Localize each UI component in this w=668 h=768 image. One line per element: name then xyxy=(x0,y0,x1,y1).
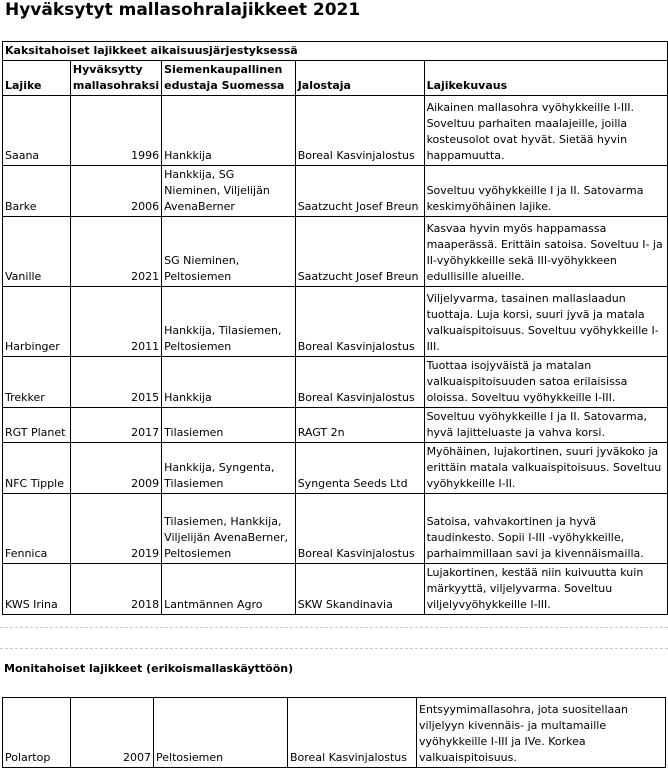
table-row xyxy=(3,166,668,217)
seed-representative: Hankkija, SG Nieminen, Viljelijän AvenaBerner xyxy=(162,166,296,217)
variety-description: Viljelyvarma, tasainen mallaslaadun tuottaja. Luja korsi, suuri jyvä ja matala valkuaispitoisuus. Soveltuu vyöhykkeille I-III. xyxy=(424,287,667,357)
table-row xyxy=(3,287,668,357)
approval-year: 2009 xyxy=(70,443,161,494)
breeder: Syngenta Seeds Ltd xyxy=(295,443,424,494)
approval-year: 2019 xyxy=(70,494,161,564)
seed-representative: Hankkija xyxy=(162,357,296,408)
variety-name: Barke xyxy=(3,166,71,217)
seed-representative: Tilasiemen, Hankkija, Viljelijän AvenaBerner, Peltosiemen xyxy=(162,494,296,564)
variety-name: RGT Planet xyxy=(3,408,71,443)
variety-description: Tuottaa isojyväistä ja matalan valkuaispitoisuuden satoa erilaisissa oloissa. Soveltuu vyöhykkeille I-III. xyxy=(424,357,667,408)
table-multi-row-varieties xyxy=(2,697,666,768)
variety-name: Trekker xyxy=(3,357,71,408)
approval-year: 2006 xyxy=(70,166,161,217)
variety-description: Myöhäinen, lujakortinen, suuri jyväkoko ja erittäin matala valkuaispitoisuus. Soveltuu vyöhykkeille I-II. xyxy=(424,443,667,494)
seed-representative: Lantmännen Agro xyxy=(162,564,296,615)
seed-representative: Peltosiemen xyxy=(154,698,288,768)
section-heading-multirow: Monitahoiset lajikkeet (erikoismallaskäyttöön) xyxy=(4,662,294,675)
header-breeder: Jalostaja xyxy=(295,61,424,96)
variety-name: Polartop xyxy=(3,698,71,768)
breeder: Saatzucht Josef Breun xyxy=(295,166,424,217)
table-row xyxy=(3,494,668,564)
seed-representative: SG Nieminen, Peltosiemen xyxy=(162,217,296,287)
table-row xyxy=(3,357,668,408)
table-row xyxy=(3,217,668,287)
breeder: Boreal Kasvinjalostus xyxy=(288,698,417,768)
page-title: Hyväksytyt mallasohralajikkeet 2021 xyxy=(5,0,361,20)
breeder: Boreal Kasvinjalostus xyxy=(295,287,424,357)
breeder: Boreal Kasvinjalostus xyxy=(295,96,424,166)
variety-name: Harbinger xyxy=(3,287,71,357)
breeder: Saatzucht Josef Breun xyxy=(295,217,424,287)
variety-description: Lujakortinen, kestää niin kuivuutta kuin märkyyttä, viljelyvarma. Soveltuu viljelyvyöhykkeille I-III. xyxy=(424,564,667,615)
variety-name: Saana xyxy=(3,96,71,166)
variety-name: Fennica xyxy=(3,494,71,564)
approval-year: 2018 xyxy=(70,564,161,615)
variety-description: Soveltuu vyöhykkeille I ja II. Satovarma, hyvä lajitteluaste ja vahva korsi. xyxy=(424,408,667,443)
approval-year: 2011 xyxy=(70,287,161,357)
header-lajike: Lajike xyxy=(3,61,71,96)
breeder: Boreal Kasvinjalostus xyxy=(295,357,424,408)
approval-year: 1996 xyxy=(70,96,161,166)
table-row xyxy=(3,443,668,494)
table-row xyxy=(3,698,666,768)
approval-year: 2021 xyxy=(70,217,161,287)
variety-name: NFC Tipple xyxy=(3,443,71,494)
section-heading: Kaksitahoiset lajikkeet aikaisuusjärjestyksessä xyxy=(3,42,668,61)
variety-description: Kasvaa hyvin myös happamassa maaperässä. Erittäin satoisa. Soveltuu I- ja II-vyöhykkeille sekä III-vyöhykkeen edullisille alueille. xyxy=(424,217,667,287)
approval-year: 2017 xyxy=(70,408,161,443)
table-row xyxy=(3,564,668,615)
variety-description: Entsyymimallasohra, jota suositellaan viljelyyn kivennäis- ja multamaille vyöhykkeille I-III ja IVe. Korkea valkuaispitoisuus. xyxy=(417,698,666,768)
seed-representative: Hankkija xyxy=(162,96,296,166)
variety-description: Soveltuu vyöhykkeille I ja II. Satovarma keskimyöhäinen lajike. xyxy=(424,166,667,217)
variety-name: Vanille xyxy=(3,217,71,287)
table-row xyxy=(3,408,668,443)
breeder: RAGT 2n xyxy=(295,408,424,443)
variety-description: Satoisa, vahvakortinen ja hyvä taudinkesto. Sopii I-III -vyöhykkeille, parhaimmillaan savi ja kivennäismailla. xyxy=(424,494,667,564)
seed-representative: Hankkija, Tilasiemen, Peltosiemen xyxy=(162,287,296,357)
header-description: Lajikekuvaus xyxy=(424,61,667,96)
seed-representative: Tilasiemen xyxy=(162,408,296,443)
page-break-divider xyxy=(0,648,668,649)
page-break-divider xyxy=(0,627,668,628)
header-year: Hyväksytty mallasohraksi xyxy=(70,61,161,96)
variety-description: Aikainen mallasohra vyöhykkeille I-III. Soveltuu parhaiten maalajeille, joilla kosteusolot ovat hyvät. Sietää hyvin happamuutta. xyxy=(424,96,667,166)
seed-representative: Hankkija, Syngenta, Tilasiemen xyxy=(162,443,296,494)
approval-year: 2007 xyxy=(71,698,154,768)
breeder: Boreal Kasvinjalostus xyxy=(295,494,424,564)
breeder: SKW Skandinavia xyxy=(295,564,424,615)
variety-name: KWS Irina xyxy=(3,564,71,615)
table-row xyxy=(3,96,668,166)
header-representative: Siemenkaupallinen edustaja Suomessa xyxy=(162,61,296,96)
table-two-row-varieties xyxy=(2,41,668,615)
approval-year: 2015 xyxy=(70,357,161,408)
